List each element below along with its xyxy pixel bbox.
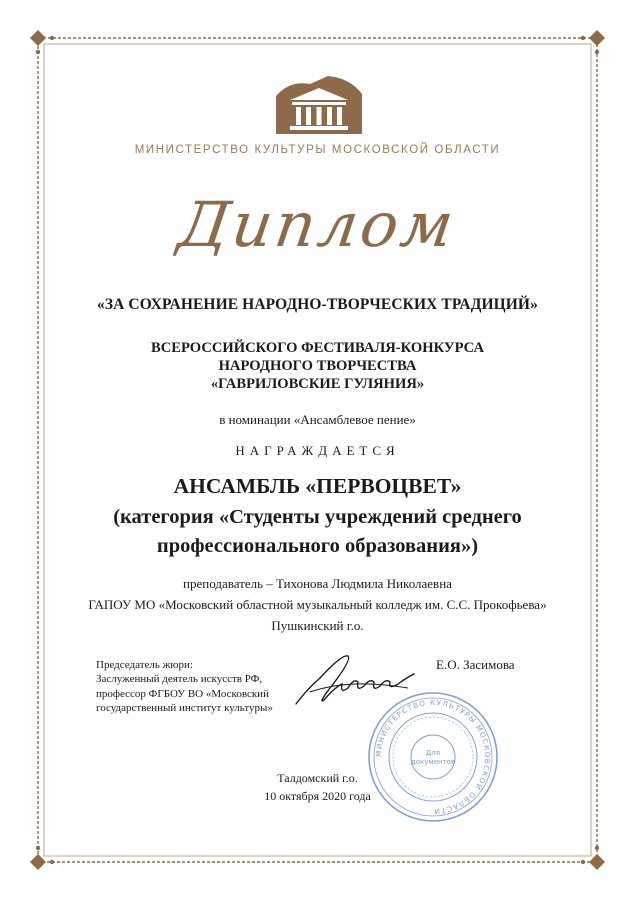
award-name: «ЗА СОХРАНЕНИЕ НАРОДНО-ТВОРЧЕСКИХ ТРАДИЦИЙ» xyxy=(97,296,538,313)
jury-line: государственный институт культуры» xyxy=(96,702,273,715)
stamp-center-line-1: Для xyxy=(425,749,441,757)
stamp-center-line-2: документов xyxy=(410,758,456,766)
festival-line-2: НАРОДНОГО ТВОРЧЕСТВА xyxy=(218,358,417,374)
footer-date: 10 октября 2020 года xyxy=(264,789,371,803)
jury-line: профессор ФГБОУ ВО «Московский xyxy=(96,687,269,700)
footer-city: Талдомский г.о. xyxy=(277,771,358,785)
nomination: в номинации «Ансамблевое пение» xyxy=(219,412,416,427)
jury-line: Председатель жюри: xyxy=(96,659,193,671)
jury-signer-name: Е.О. Засимова xyxy=(436,657,515,672)
awarded-label: НАГРАЖДАЕТСЯ xyxy=(235,443,400,458)
recipient-category-line-2: профессионального образования») xyxy=(156,535,479,557)
teacher-line: преподаватель – Тихонова Людмила Николаевна xyxy=(183,576,452,591)
recipient-category-line-1: (категория «Студенты учреждений среднего xyxy=(113,506,522,528)
district-line: Пушкинский г.о. xyxy=(271,618,364,633)
official-stamp xyxy=(364,688,502,826)
recipient-name: АНСАМБЛЬ «ПЕРВОЦВЕТ» xyxy=(173,474,462,498)
festival-line-1: ВСЕРОССИЙСКОГО ФЕСТИВАЛЯ-КОНКУРСА xyxy=(150,340,485,356)
jury-chair-block xyxy=(96,658,273,716)
stamp-ring-text: МИНИСТЕРСТВО КУЛЬТУРЫ МОСКОВСКОЙ ОБЛАСТИ xyxy=(373,697,493,817)
jury-line: Заслуженный деятель искусств РФ, xyxy=(96,673,263,686)
college-line: ГАПОУ МО «Московский областной музыкальный колледж им. С.С. Прокофьева» xyxy=(88,597,547,612)
ministry-logo xyxy=(270,74,368,136)
festival-line-3: «ГАВРИЛОВСКИЕ ГУЛЯНИЯ» xyxy=(210,376,425,392)
ministry-name: МИНИСТЕРСТВО КУЛЬТУРЫ МОСКОВСКОЙ ОБЛАСТИ xyxy=(134,144,501,156)
diploma-title: Диплом xyxy=(174,188,461,261)
